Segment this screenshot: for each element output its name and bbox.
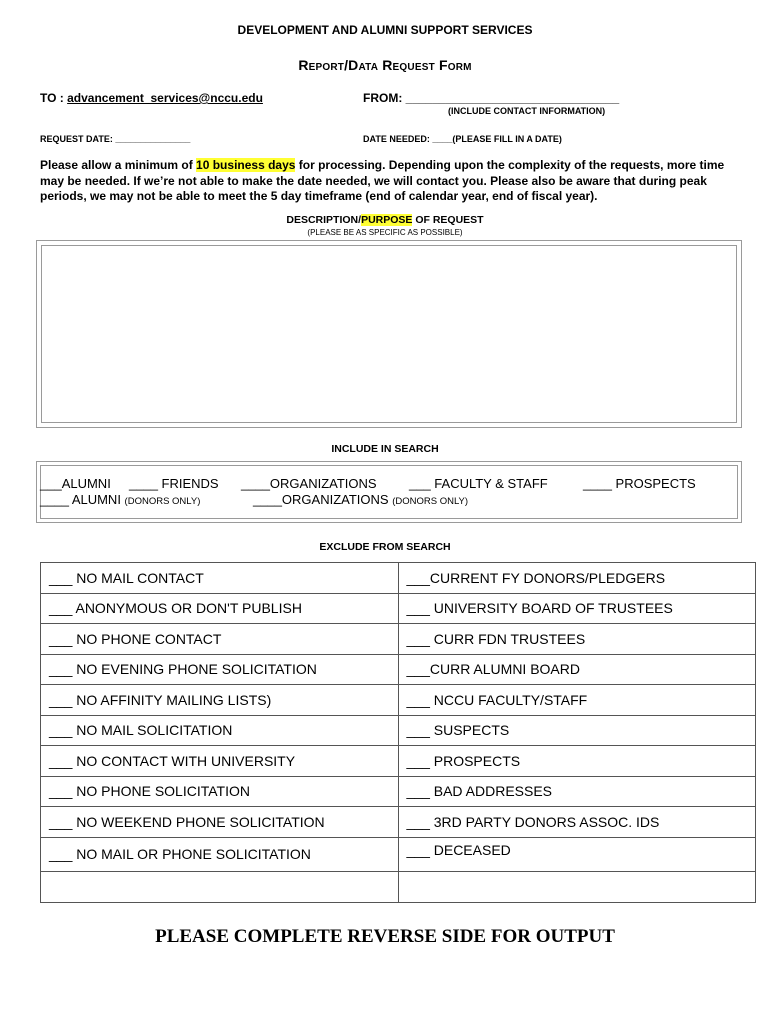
exclude-no-affinity-mailing[interactable]: ___ NO AFFINITY MAILING LISTS)	[41, 685, 399, 716]
exclude-no-mail-solicitation[interactable]: ___ NO MAIL SOLICITATION	[41, 715, 399, 746]
from-line	[363, 91, 619, 105]
description-textarea[interactable]	[36, 240, 742, 428]
include-organizations-donors-note: (DONORS ONLY)	[392, 496, 469, 507]
exclude-no-phone-solicitation[interactable]: ___ NO PHONE SOLICITATION	[41, 776, 399, 807]
form-title: Report/Data Request Form	[298, 57, 472, 73]
exclude-curr-fdn-trustees[interactable]: ___ CURR FDN TRUSTEES	[398, 624, 756, 655]
date-needed-line	[363, 134, 562, 144]
org-title: DEVELOPMENT AND ALUMNI SUPPORT SERVICES	[237, 23, 533, 37]
exclude-current-fy-donors[interactable]: ___CURRENT FY DONORS/PLEDGERS	[398, 563, 756, 594]
table-row	[41, 872, 756, 903]
from-label: FROM:	[363, 91, 406, 105]
to-label: TO :	[40, 91, 68, 105]
exclude-deceased[interactable]: ___ DECEASED	[398, 837, 756, 872]
table-row	[41, 807, 756, 838]
instructions-text-rest: for processing. Depending upon the complexity of the requests, more time may be needed. If we’re not able to make the date needed, we will contact you. Please also be aware that during peak periods, we may not be able to meet the 5 day timeframe (end of calendar year, end of fiscal year).	[40, 158, 725, 203]
description-subtitle: (PLEASE BE AS SPECIFIC AS POSSIBLE)	[307, 228, 463, 237]
description-textarea-inner-border	[41, 245, 737, 423]
exclude-table	[40, 562, 756, 903]
instructions-paragraph	[40, 158, 740, 205]
exclude-title: EXCLUDE FROM SEARCH	[319, 541, 451, 553]
to-line	[40, 91, 263, 105]
table-row	[41, 837, 756, 872]
exclude-board-of-trustees[interactable]: ___ UNIVERSITY BOARD OF TRUSTEES	[398, 593, 756, 624]
exclude-suspects[interactable]: ___ SUSPECTS	[398, 715, 756, 746]
include-alumni-donors-label: ____ ALUMNI	[40, 492, 125, 507]
description-title	[0, 214, 770, 226]
to-email-link[interactable]: advancement_services@nccu.edu	[67, 91, 263, 105]
exclude-no-evening-phone[interactable]: ___ NO EVENING PHONE SOLICITATION	[41, 654, 399, 685]
table-row	[41, 624, 756, 655]
exclude-no-contact-university[interactable]: ___ NO CONTACT WITH UNIVERSITY	[41, 746, 399, 777]
from-field[interactable]: ________________________________	[405, 91, 620, 105]
date-needed-field[interactable]: ____	[432, 134, 453, 144]
table-row	[41, 593, 756, 624]
table-row	[41, 746, 756, 777]
description-title-end: OF REQUEST	[412, 214, 484, 226]
exclude-3rd-party-donors[interactable]: ___ 3RD PARTY DONORS ASSOC. IDS	[398, 807, 756, 838]
include-faculty-staff[interactable]: ___ FACULTY & STAFF	[409, 476, 548, 491]
exclude-curr-alumni-board[interactable]: ___CURR ALUMNI BOARD	[398, 654, 756, 685]
include-friends[interactable]: ____ FRIENDS	[129, 476, 219, 491]
exclude-no-mail-contact[interactable]: ___ NO MAIL CONTACT	[41, 563, 399, 594]
include-organizations-donors[interactable]	[253, 492, 468, 507]
table-row	[41, 715, 756, 746]
date-needed-label: DATE NEEDED:	[363, 134, 433, 144]
exclude-nccu-faculty-staff[interactable]: ___ NCCU FACULTY/STAFF	[398, 685, 756, 716]
exclude-bad-addresses[interactable]: ___ BAD ADDRESSES	[398, 776, 756, 807]
instructions-text-start: Please allow a minimum of	[40, 158, 197, 172]
request-date-label: REQUEST DATE:	[40, 134, 116, 144]
request-date-line	[40, 134, 190, 144]
table-row	[41, 776, 756, 807]
exclude-anonymous[interactable]: ___ ANONYMOUS OR DON'T PUBLISH	[41, 593, 399, 624]
exclude-no-mail-or-phone[interactable]: ___ NO MAIL OR PHONE SOLICITATION	[41, 837, 399, 872]
exclude-blank-left[interactable]	[41, 872, 399, 903]
description-title-start: DESCRIPTION/	[286, 214, 362, 226]
request-date-field[interactable]: _______________	[115, 134, 191, 144]
business-days-highlight: 10 business days	[196, 158, 296, 172]
include-prospects[interactable]: ____ PROSPECTS	[583, 476, 696, 491]
from-note: (INCLUDE CONTACT INFORMATION)	[448, 106, 606, 116]
include-alumni-donors-note: (DONORS ONLY)	[124, 496, 201, 507]
exclude-no-phone-contact[interactable]: ___ NO PHONE CONTACT	[41, 624, 399, 655]
footer-instruction: PLEASE COMPLETE REVERSE SIDE FOR OUTPUT	[155, 926, 615, 947]
table-row	[41, 654, 756, 685]
date-needed-note: (PLEASE FILL IN A DATE)	[452, 134, 562, 144]
include-organizations[interactable]: ____ORGANIZATIONS	[241, 476, 377, 491]
table-row	[41, 563, 756, 594]
purpose-highlight: PURPOSE	[361, 214, 413, 226]
exclude-prospects[interactable]: ___ PROSPECTS	[398, 746, 756, 777]
include-title: INCLUDE IN SEARCH	[331, 443, 439, 455]
exclude-blank-right[interactable]	[398, 872, 756, 903]
include-alumni[interactable]: ___ALUMNI	[40, 476, 111, 491]
exclude-no-weekend-phone[interactable]: ___ NO WEEKEND PHONE SOLICITATION	[41, 807, 399, 838]
include-alumni-donors[interactable]	[40, 492, 200, 507]
include-organizations-donors-label: ____ORGANIZATIONS	[253, 492, 393, 507]
table-row	[41, 685, 756, 716]
